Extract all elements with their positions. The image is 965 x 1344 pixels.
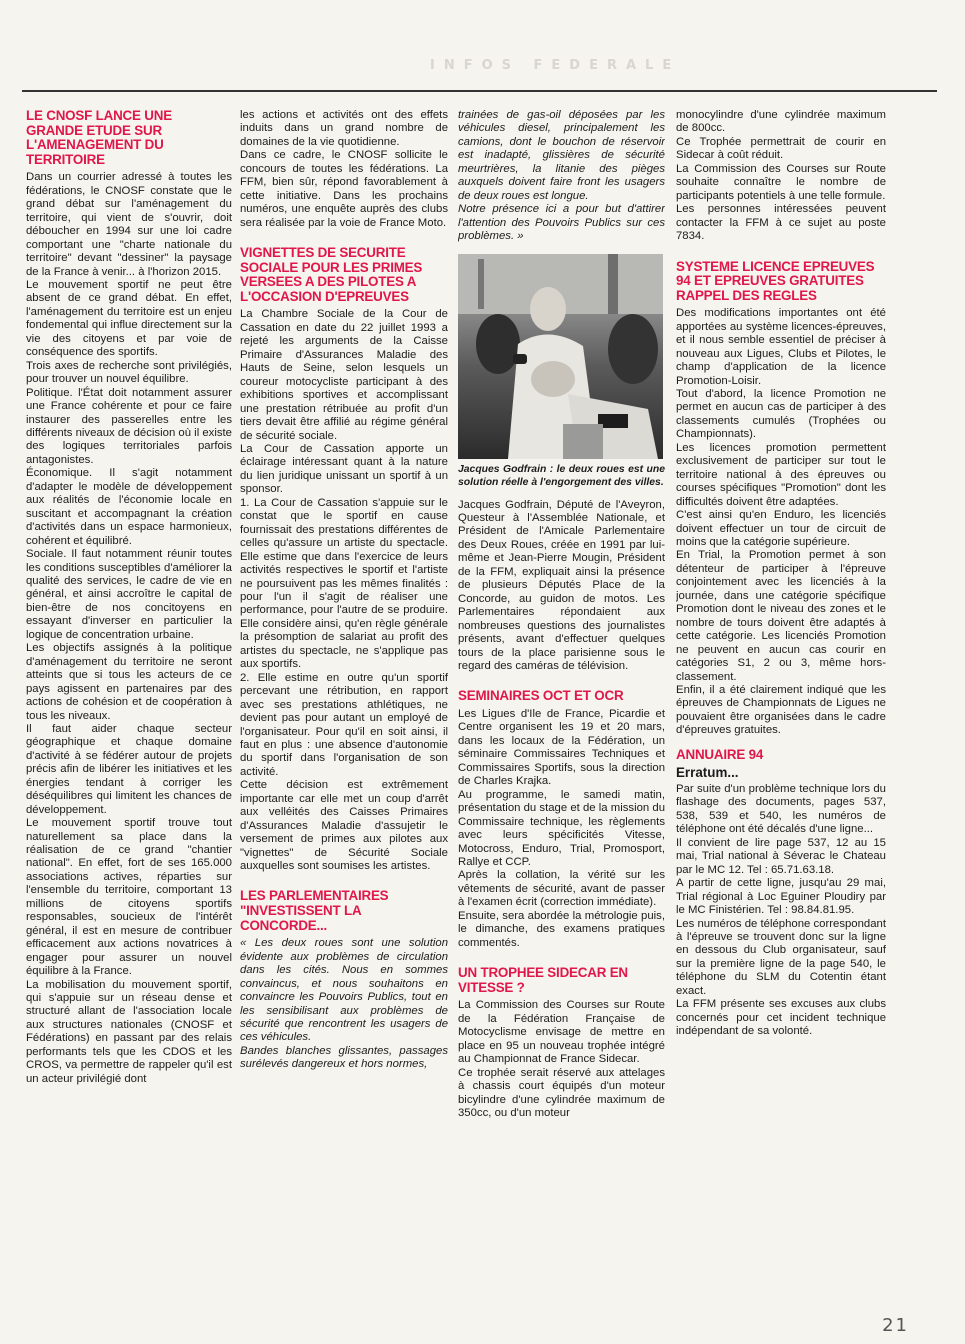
paragraph: La Cour de Cassation apporte un éclairage intéressant quant à la nature du lien juridique unissant un sportif à un sponsor. [240, 442, 448, 496]
paragraph: La Commission des Courses sur Route souhaite connaître le nombre de participants potentiels à une telle formule. [676, 162, 886, 202]
paragraph: Il convient de lire page 537, 12 au 15 mai, Trial national à Séverac le Chateau par le MC 12. Tel : 65.71.63.18. [676, 836, 886, 876]
article-title-cnosf: LE CNOSF LANCE UNE GRANDE ETUDE SUR L'AMENAGEMENT DU TERRITOIRE [26, 109, 172, 167]
paragraph: Les objectifs assignés à la politique d'aménagement du territoire ne seront atteints que si tous les acteurs de ce pays agissent en partenaires par des actions de cohésion et de coopération à tous les niveaux. [26, 642, 232, 722]
photo-caption: Jacques Godfrain : le deux roues est une solution réelle à l'engorgement des villes. [458, 463, 665, 488]
paragraph: trainées de gas-oil déposées par les véhicules diesel, principalement les camions, dont le bouchon de réservoir est inadapté, glissières de sécurité meurtrières, la litanie des pièges auxquels doivent faire front les usagers de deux roues est longue. [458, 109, 665, 202]
section-header: INFOS FEDERALE [430, 58, 681, 73]
paragraph: 1. La Cour de Cassation s'appuie sur le constat que le sportif en cause fournissait des prestations différentes de celles qu'assure un artiste du spectacle. Elle estime que dans l'exercice de leurs activités respectives le sportif et l'artiste ne poursuivent pas les mêmes finalités : pour l'un il s'agit de réaliser une performance, pour l'autre de se produire. Elle considère ainsi, qu'en règle générale la présomption de salariat au profit des artistes du spectacle, ne s'applique pas aux sportifs. [240, 496, 448, 671]
paragraph: En Trial, la Promotion permet à son détenteur de participer à l'épreuve conjointement avec les licenciés à la journée, dans une catégorie spécifique Promotion dont le niveau des zones et le nombre de tours doivent être adaptés à cette catégorie. Les licenciés Promotion ne peuvent en aucun cas courir en catégories S1, 2 ou 3, même hors-classement. [676, 549, 886, 683]
paragraph: Enfin, il a été clairement indiqué que les épreuves de Championnats de Ligues ne pouvaient être organisées dans le cadre d'épreuves gratuites. [676, 684, 886, 737]
paragraph: Le mouvement sportif ne peut être absent de ce grand débat. En effet, l'aménagement du territoire est un enjeu fondemental qui influe directement sur la vie des citoyens et par voie de conséquence des sportifs. [26, 279, 232, 359]
paragraph: 2. Elle estime en outre qu'un sportif percevant une rétribution, en rapport avec ses prestations athlétiques, ne devient pas pour autant un employé de l'organisateur. Pour qu'il en soit ainsi, il faut en plus : une absence d'autonomie du sportif dans l'organisation de son activité. [240, 671, 448, 778]
paragraph: Politique. l'État doit notamment assurer une France cohérente et pour ce faire instaurer des passerelles entre les différents niveaux de décision où il existe des logiques territoriales parfois antagonistes. [26, 386, 232, 466]
paragraph: La Commission des Courses sur Route de la Fédération Française de Motocyclisme envisage de mettre en place en 95 un nouveau trophée intégré au Championnat de France Sidecar. [458, 999, 665, 1066]
paragraph: Économique. Il s'agit notamment d'adapter le modèle de développement aux réalités de l'économie locale en suscitant et accompagnant la création d'activités dans un espace harmonieux, cohérent et équilibré. [26, 467, 232, 547]
paragraph: Des modifications importantes ont été apportées au système licences-épreuves, et il nous semble essentiel de préciser à nouveau aux Ligues, Clubs et Pilotes, le champ d'application de la licence Promotion-Loisir. [676, 307, 886, 387]
paragraph: Dans un courrier adressé à toutes les fédérations, le CNOSF constate que le grand débat sur l'aménagement du territoire, qui vient de s'ouvrir, doit déboucher en 1994 sur une loi cadre comportant une "charte nationale du territoire" devant "dessiner" la paysage de la France à venir... à l'horizon 2015. [26, 171, 232, 278]
paragraph: Il faut aider chaque secteur géographique et chaque domaine d'activité à se fédérer autour de projets précis afin de libérer les initiatives et les énergies tendant à corriger les déséquilibres qui limitent les chances de développement. [26, 722, 232, 816]
top-rule [22, 90, 937, 92]
column-4 [676, 109, 886, 1039]
paragraph: Le mouvement sportif trouve tout naturellement sa place dans la réalisation de ce grand "chantier national". En effet, fort de ses 165.000 associations actives, réparties sur l'ensemble du territoire, comportant 13 millions de citoyens sportifs responsables, soucieux de l'intérêt général, il est en mesure de contribuer efficacement aux actions novatrices à engager pour assurer un nouvel équilibre à la France. [26, 817, 232, 978]
page-number: 21 [882, 1315, 909, 1336]
photo-godfrain [458, 254, 663, 459]
paragraph: Ce trophée serait réservé aux attelages à chassis court équipés d'un moteur bicylindre d'une cylindrée maximum de 350cc, ou d'un moteur [458, 1066, 665, 1119]
paragraph: A partir de cette ligne, jusqu'au 29 mai, Trial régional à Loc Eguiner Ploudiry par le MC Finistérien. Tel : 98.84.81.95. [676, 877, 886, 917]
paragraph: « Les deux roues sont une solution évidente aux problèmes de circulation dans les cités. Nous en sommes convaincus, et nous souhaitons en convaincre les Pouvoirs Publics, tout en les sensibilisant aux problèmes de sécurité que rencontrent les usagers de ces véhicules. [240, 937, 448, 1044]
article-title-seminaires: SEMINAIRES OCT ET OCR [458, 688, 624, 704]
article-title-licence: SYSTEME LICENCE EPREUVES 94 ET EPREUVES GRATUITES RAPPEL DES REGLES [676, 258, 875, 303]
paragraph: les actions et activités ont des effets induits dans un grand nombre de domaines de la vie quotidienne. [240, 109, 448, 148]
paragraph: Les Ligues d'Ile de France, Picardie et Centre organisent les 19 et 20 mars, dans les locaux de la Fédération, un séminaire Commissaires Techniques et Commissaires Sportifs, sous la direction de Charles Krajka. [458, 708, 665, 788]
paragraph: Dans ce cadre, le CNOSF sollicite le concours de toutes les fédérations. La FFM, bien sûr, répond favorablement à cette initiative. Dans les prochains numéros, une enquête auprès des clubs sera réalisée par la voie de France Moto. [240, 149, 448, 229]
paragraph: Par suite d'un problème technique lors du flashage des documents, pages 537, 538, 539 et 540, les numéros de téléphone ont été décalés d'une ligne... [676, 783, 886, 836]
column-1 [26, 109, 232, 1086]
column-3 [458, 109, 665, 1120]
paragraph: Ce Trophée permettrait de courir en Sidecar à coût réduit. [676, 135, 886, 162]
paragraph: La Chambre Sociale de la Cour de Cassation en date du 22 juillet 1993 a rejeté les arguments de la Caisse Primaire d'Assurances Maladie des Hauts de Seine, selon lesquels un coureur motocycliste participant à des exhibitions sportives et accomplissant une prestation rétribuée au profit d'un tiers devait être affilié au régime général de sécurité sociale. [240, 308, 448, 442]
paragraph: Bandes blanches glissantes, passages surélevés dangereux et hors normes, [240, 1044, 448, 1071]
paragraph: Cette décision est extrêmement importante car elle met un coup d'arrêt aux velléités des Caisses Primaires d'Assurances Maladie d'assujetir le versement de primes aux pilotes aux "vignettes" de Sécurité Sociale auxquelles sont soumises les artistes. [240, 779, 448, 873]
article-title-annuaire: ANNUAIRE 94 [676, 746, 764, 762]
paragraph: La FFM présente ses excuses aux clubs concernés pour cet incident technique indépendant de sa volonté. [676, 998, 886, 1038]
magazine-page [22, 101, 937, 1313]
paragraph: Les numéros de téléphone correspondant à l'épreuve se trouvent donc sur la ligne en dessous du Club organisateur, sauf sur la première ligne de la page 540, le téléphone du SLM du Cotentin étant exact. [676, 917, 886, 997]
paragraph: Notre présence ici a pour but d'attirer l'attention des Pouvoirs Publics sur ces problèmes. » [458, 203, 665, 243]
paragraph: Trois axes de recherche sont privilégiés, pour trouver un nouvel équilibre. [26, 359, 232, 386]
paragraph: Au programme, le samedi matin, présentation du stage et de la mission du Commissaire technique, les règlements avec leurs spécificités Vitesse, Motocross, Enduro, Trial, Promosport, Rallye et CCP. [458, 788, 665, 868]
paragraph: Tout d'abord, la licence Promotion ne permet en aucun cas de participer à des classements cumulés (Trophées ou Championnats). [676, 388, 886, 441]
paragraph: Les licences promotion permettent exclusivement de participer sur tout le territoire national à des épreuves ou courses spécifiques "Promotion" dont les difficultés doivent être adaptées. [676, 441, 886, 508]
paragraph: La mobilisation du mouvement sportif, qui s'appuie sur un réseau dense et structuré allant de l'association locale aux structures nationales (CNOSF et Fédérations) en passant par des relais performants tels que les CDOS et les CROS, va permettre de rappeler qu'il est un acteur privilégié dont [26, 978, 232, 1085]
paragraph: Après la collation, la vérité sur les vêtements de sécurité, avant de passer à l'examen écrit (correction immédiate). [458, 869, 665, 909]
paragraph: monocylindre d'une cylindrée maximum de 800cc. [676, 109, 886, 135]
paragraph: Jacques Godfrain, Député de l'Aveyron, Questeur à l'Assemblée Nationale, et Président de l'Amicale Parlementaire des Deux Roues, créée en 1991 par lui-même et Jean-Pierre Mougin, Président de la FFM, expliquait ainsi la présence de plusieurs Députés Place de la Concorde, au guidon de motos. Les Parlementaires répondaient aux nombreuses questions des journalistes présents, avant d'effectuer quelques tours de la place parisienne sous le regard des caméras de télévision. [458, 498, 665, 672]
paragraph: Ensuite, sera abordée la métrologie puis, le dimanche, des examens pratiques commentés. [458, 909, 665, 949]
column-2 [240, 109, 448, 1072]
article-title-parlementaires: LES PARLEMENTAIRES "INVESTISSENT LA CONCORDE... [240, 888, 389, 933]
paragraph: Sociale. Il faut notamment réunir toutes les conditions susceptibles d'améliorer la qualité des services, le cadre de vie en général, et ainsi accroître le capital de bien-être de nos concitoyens en essayant d'inverser en particulier la logique de concentration urbaine. [26, 548, 232, 641]
paragraph: C'est ainsi qu'en Enduro, les licenciés doivent effectuer un tour de circuit de moins que la catégorie supérieure. [676, 509, 886, 549]
article-title-vignettes: VIGNETTES DE SECURITE SOCIALE POUR LES PRIMES VERSEES A DES PILOTES A L'OCCASION D'EPREUVES [240, 245, 423, 304]
paragraph: Les personnes intéressées peuvent contacter la FFM à ce sujet au poste 7834. [676, 203, 886, 243]
article-title-sidecar: UN TROPHEE SIDECAR EN VITESSE ? [458, 965, 628, 995]
article-subtitle-erratum: Erratum... [676, 765, 739, 781]
